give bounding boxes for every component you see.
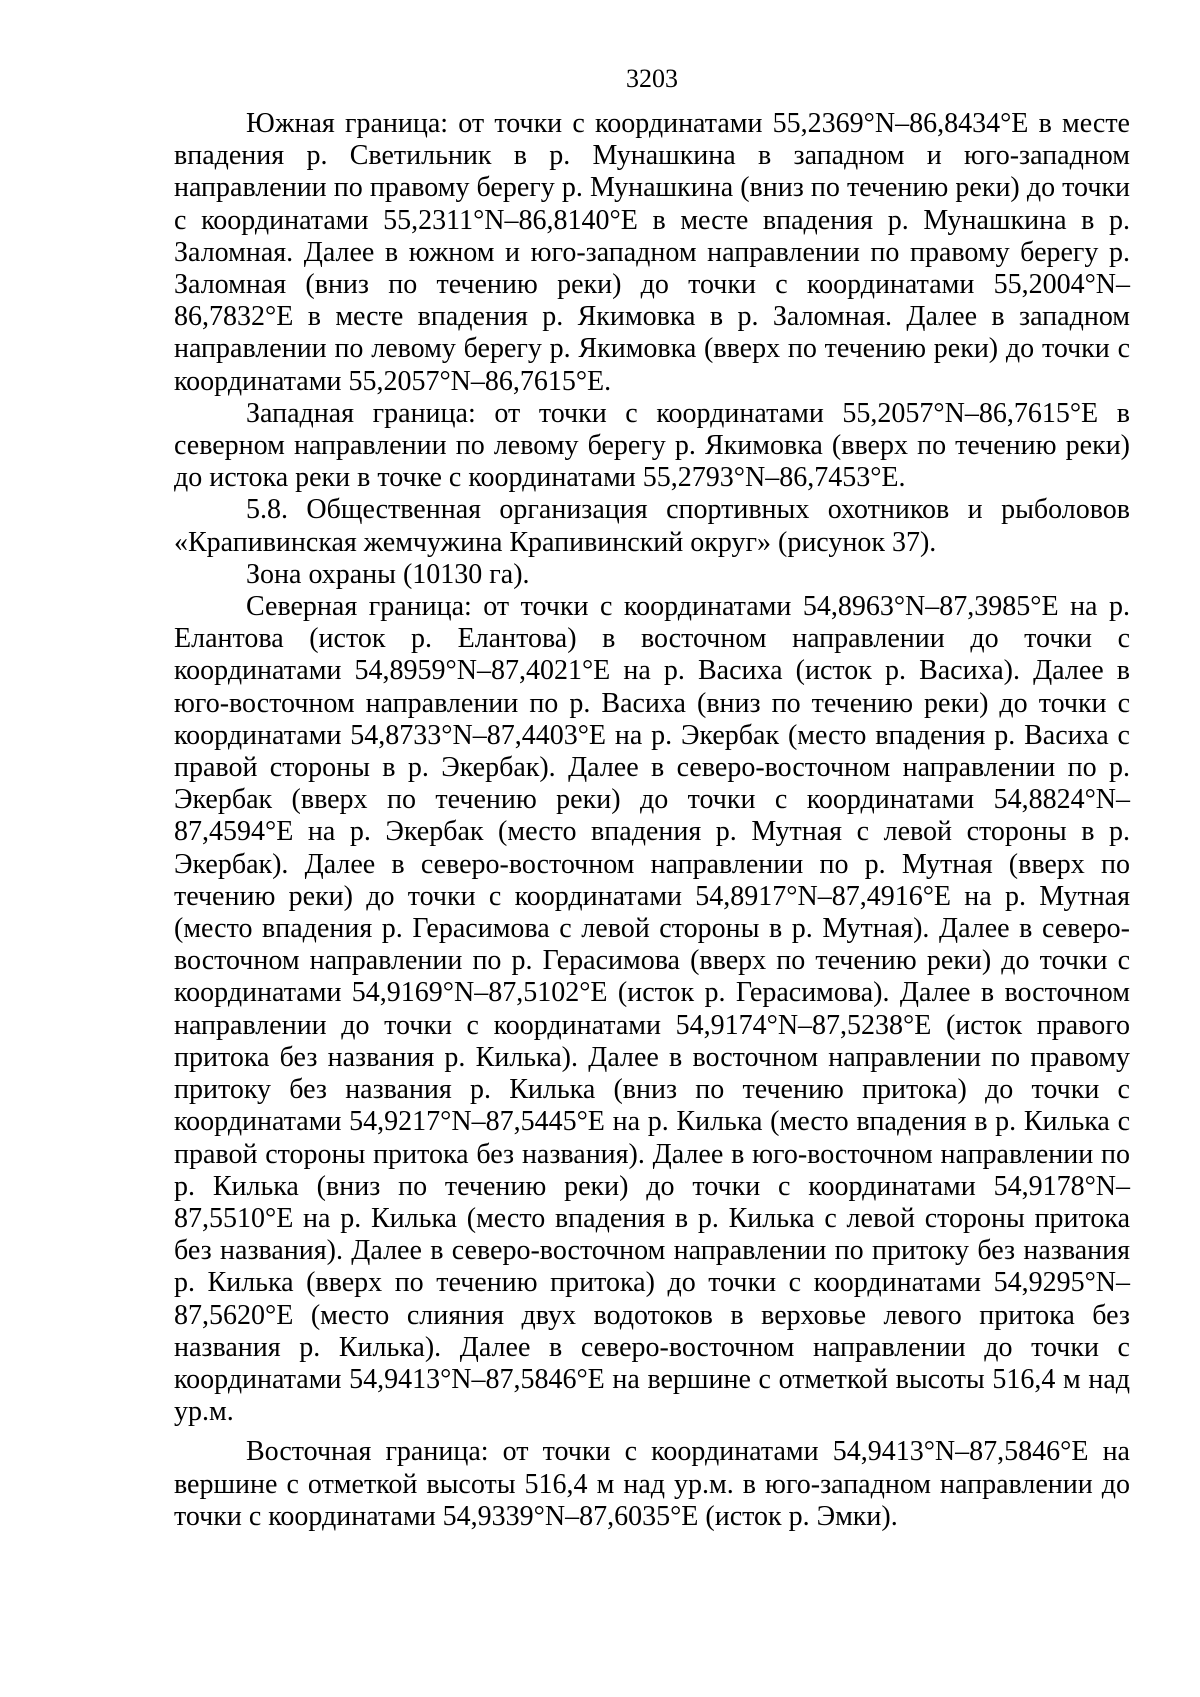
document-page bbox=[174, 64, 1130, 1533]
paragraph-west-border: Западная граница: от точки с координатами 55,2057°N–86,7615°E в северном направлении по левому берегу р. Якимовка (вверх по течению реки) до истока реки в точке с координатами 55,2793°N–86,7453°E. bbox=[174, 397, 1130, 494]
paragraph-north-border: Северная граница: от точки с координатами 54,8963°N–87,3985°E на р. Елантова (исток р. Елантова) в восточном направлении до точки с координатами 54,8959°N–87,4021°E на р. Васиха (исток р. Васиха). Далее в юго-восточном направлении по р. Васиха (вниз по течению реки) до точки с координатами 54,8733°N–87,4403°E на р. Экербак (место впадения р. Васиха с правой стороны в р. Экербак). Далее в северо-восточном направлении по р. Экербак (вверх по течению реки) до точки с координатами 54,8824°N–87,4594°E на р. Экербак (место впадения р. Мутная с левой стороны в р. Экербак). Далее в северо-восточном направлении по р. Мутная (вверх по течению реки) до точки с координатами 54,8917°N–87,4916°E на р. Мутная (место впадения р. Герасимова с левой стороны в р. Мутная). Далее в северо-восточном направлении по р. Герасимова (вверх по течению реки) до точки с координатами 54,9169°N–87,5102°E (исток р. Герасимова). Далее в восточном направлении до точки с координатами 54,9174°N–87,5238°E (исток правого притока без названия р. Килька). Далее в восточном направлении по правому притоку без названия р. Килька (вниз по течению притока) до точки с координатами 54,9217°N–87,5445°E на р. Килька (место впадения в р. Килька с правой стороны притока без названия). Далее в юго-восточном направлении по р. Килька (вниз по течению реки) до точки с координатами 54,9178°N–87,5510°E на р. Килька (место впадения в р. Килька с левой стороны притока без названия). Далее в северо-восточном направлении по притоку без названия р. Килька (вверх по течению притока) до точки с координатами 54,9295°N–87,5620°E (место слияния двух водотоков в верховье левого притока без названия р. Килька). Далее в северо-восточном направлении до точки с координатами 54,9413°N–87,5846°E на вершине с отметкой высоты 516,4 м над ур.м. bbox=[174, 591, 1130, 1428]
paragraph-east-border: Восточная граница: от точки с координатами 54,9413°N–87,5846°E на вершине с отметкой высоты 516,4 м над ур.м. в юго-западном направлении до точки с координатами 54,9339°N–87,6035°E (исток р. Эмки). bbox=[174, 1436, 1130, 1532]
paragraph-south-border: Южная граница: от точки с координатами 55,2369°N–86,8434°E в месте впадения р. Светильник в р. Мунашкина в западном и юго-западном направлении по правому берегу р. Мунашкина (вниз по течению реки) до точки с координатами 55,2311°N–86,8140°E в месте впадения р. Мунашкина в р. Заломная. Далее в южном и юго-западном направлении по правому берегу р. Заломная (вниз по течению реки) до точки с координатами 55,2004°N–86,7832°E в месте впадения р. Якимовка в р. Заломная. Далее в западном направлении по левому берегу р. Якимовка (вверх по течению реки) до точки с координатами 55,2057°N–86,7615°E. bbox=[174, 108, 1130, 397]
page-number: 3203 bbox=[626, 64, 678, 93]
paragraph-section-5-8: 5.8. Общественная организация спортивных охотников и рыболовов «Крапивинская жемчужина Крапивинский округ» (рисунок 37). bbox=[174, 494, 1130, 558]
paragraph-protection-zone: Зона охраны (10130 га). bbox=[246, 558, 530, 590]
